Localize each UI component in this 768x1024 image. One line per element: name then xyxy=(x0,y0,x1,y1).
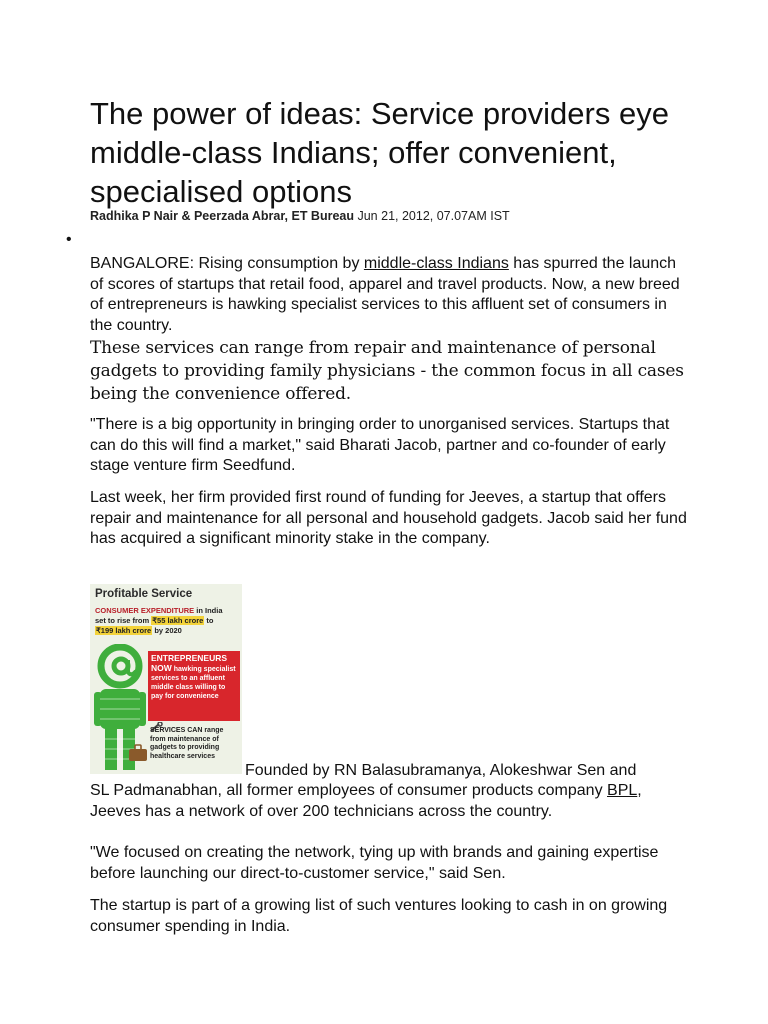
paragraph-quote-jacob: "There is a big opportunity in bringing order to unorganised services. Startups that can do this will find a market," said Bharati Jacob, partner and co-founder of early stage venture firm Seedfund. xyxy=(90,416,670,474)
infographic-title: Profitable Service xyxy=(95,588,193,600)
infographic-by-2020: by 2020 xyxy=(152,626,182,635)
paragraph-funding: Last week, her firm provided first round of funding for Jeeves, a startup that offers repair and maintenance for all personal and household gadgets. Jacob said her fund has acquired a significant minority stake in the company. xyxy=(90,489,687,547)
infographic-expenditure-label: CONSUMER EXPENDITURE xyxy=(95,606,195,615)
paragraph-intro-text-1: BANGALORE: Rising consumption by xyxy=(90,255,364,272)
paragraph-founders-line1: Founded by RN Balasubramanya, Alokeshwar Sen and xyxy=(245,762,637,779)
infographic-value-199: ₹199 lakh crore xyxy=(96,626,152,635)
byline-date: Jun 21, 2012, 07.07AM IST xyxy=(357,209,510,223)
infographic-entrepreneurs-body: hawking specialist services to an affluent middle class willing to pay for convenience xyxy=(151,666,236,700)
briefcase-icon xyxy=(128,744,148,762)
paragraph-founders xyxy=(90,781,690,822)
infographic-services-head: SERVICES CAN xyxy=(150,727,203,734)
paragraph-founders-text-2: , Jeeves has a network of over 200 technicians across the country. xyxy=(90,782,642,820)
infographic-profitable-service xyxy=(90,584,242,774)
byline-authors: Radhika P Nair & Peerzada Abrar, ET Bureau xyxy=(90,209,354,223)
paragraph-quote-sen: "We focused on creating the network, tying up with brands and gaining expertise before launching our direct-to-customer service," said Sen. xyxy=(90,844,659,882)
paragraph-intro-text-2: has spurred the launch of scores of startups that retail food, apparel and travel products. Now, a new breed of entrepreneurs is hawking specialist services to this affluent set of consumers in the country. xyxy=(90,255,680,334)
infographic-entrepreneurs-head: ENTREPRENEURS NOW xyxy=(151,653,228,673)
infographic-services xyxy=(150,727,240,761)
bpl-link[interactable]: BPL xyxy=(607,782,638,799)
middle-class-indians-link[interactable]: middle-class Indians xyxy=(363,255,509,272)
infographic-value-55: ₹55 lakh crore xyxy=(152,616,204,625)
byline xyxy=(90,208,690,224)
paragraph-founders-text-1: SL Padmanabhan, all former employees of consumer products company xyxy=(90,782,608,799)
paragraph-growing-list: The startup is part of a growing list of such ventures looking to cash in on growing consumer spending in India. xyxy=(90,897,668,935)
infographic-expenditure-suffix: in India xyxy=(194,606,223,615)
pull-quote: These services can range from repair and maintenance of personal gadgets to providing family physicians - the common focus in all cases being the convenience offered. xyxy=(90,338,684,404)
infographic-rise-from: set to rise from xyxy=(95,616,152,625)
article-headline: The power of ideas: Service providers eye middle-class Indians; offer convenient, specialised options xyxy=(90,96,669,209)
paragraph-intro xyxy=(90,254,690,336)
infographic-entrepreneurs-box xyxy=(148,651,240,721)
infographic-services-body: range from maintenance of gadgets to providing healthcare services xyxy=(150,727,224,760)
list-bullet: • xyxy=(66,231,72,248)
infographic-to: to xyxy=(204,616,214,625)
infographic-expenditure xyxy=(95,606,239,636)
